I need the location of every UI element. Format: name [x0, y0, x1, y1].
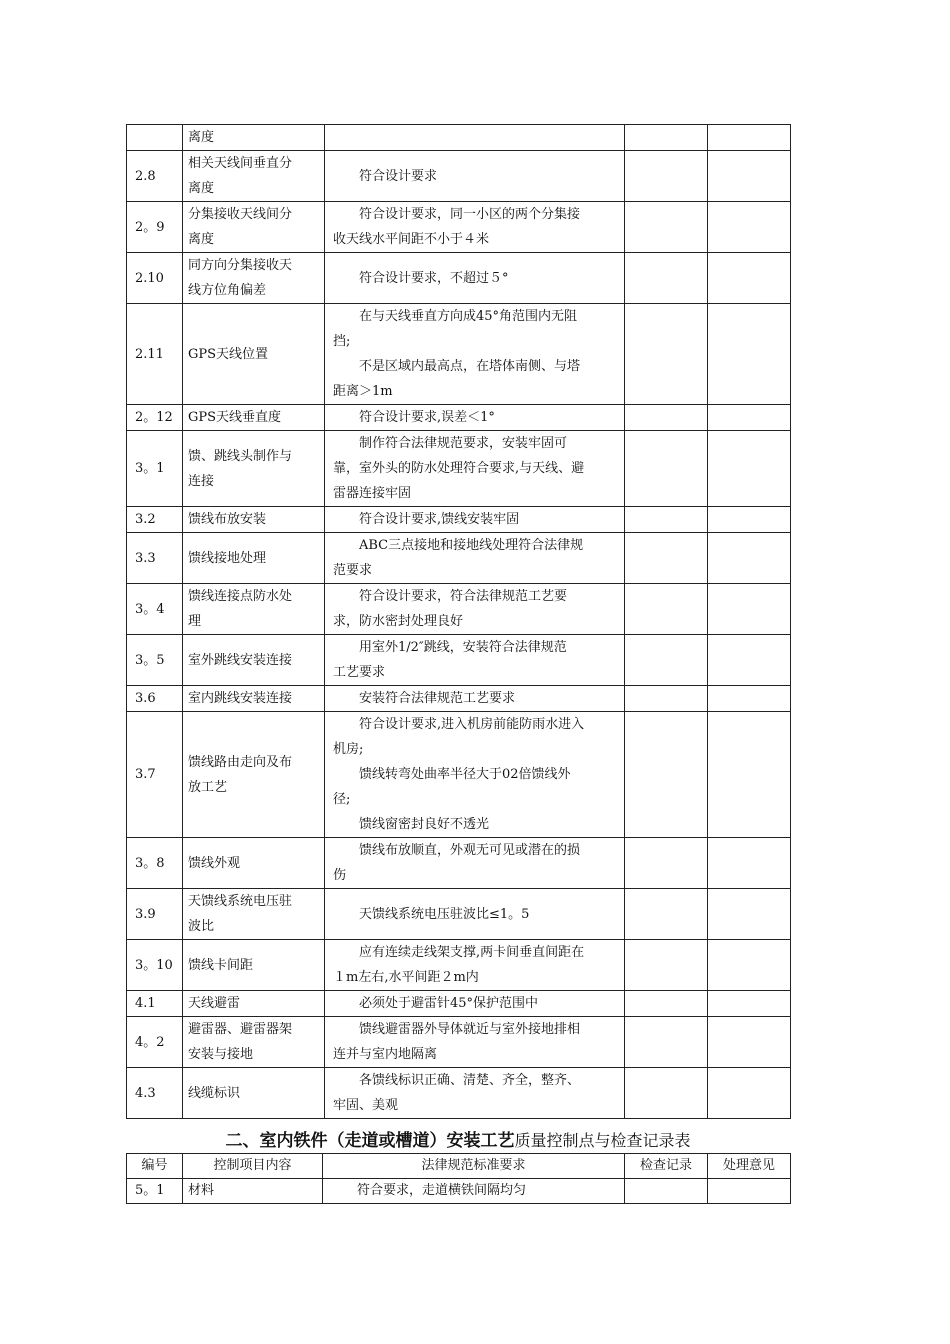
row-item-line: 馈线路由走向及布 — [188, 754, 293, 770]
row-standard — [325, 253, 625, 304]
row-item-line: 馈线卡间距 — [188, 957, 254, 973]
row-item — [183, 253, 325, 304]
table-row — [127, 1068, 791, 1119]
row-item — [183, 940, 325, 991]
row-standard-line: 馈线布放顺直，外观无可见或潜在的损 — [359, 843, 581, 858]
row-check-record — [625, 940, 708, 991]
row-number: 2.11 — [127, 304, 183, 405]
row-standard-line: 符合设计要求,馈线安装牢固 — [359, 512, 520, 527]
table-row — [127, 533, 791, 584]
table-row — [127, 686, 791, 712]
row-item-line: 同方向分集接收天 — [188, 258, 293, 273]
row-item-line: 馈线布放安装 — [188, 512, 267, 527]
row-standard — [325, 151, 625, 202]
row-number: 2。12 — [127, 405, 183, 431]
row-number: 3.3 — [127, 533, 183, 584]
row-item — [183, 202, 325, 253]
row-handling-opinion — [708, 686, 791, 712]
row-item — [183, 431, 325, 507]
table-row — [127, 584, 791, 635]
table-row — [127, 125, 791, 151]
row-standard — [325, 533, 625, 584]
row-check-record — [625, 838, 708, 889]
row-standard-line: 必须处于避雷针45°保护范围中 — [359, 996, 539, 1011]
table-row — [127, 1179, 791, 1204]
row-check-record — [625, 584, 708, 635]
row-standard-line: 求，防水密封处理良好 — [333, 614, 464, 629]
row-standard — [325, 635, 625, 686]
row-standard-line: 符合设计要求,进入机房前能防雨水进入 — [359, 717, 585, 732]
row-item — [183, 635, 325, 686]
row-number: 5。1 — [127, 1179, 183, 1204]
row-handling-opinion — [708, 635, 791, 686]
row-standard-line: 符合设计要求，符合法律规范工艺要 — [359, 589, 568, 604]
row-standard-line: 各馈线标识正确、清楚、齐全，整齐、 — [359, 1073, 581, 1088]
row-standard — [325, 686, 625, 712]
row-item-line: 波比 — [188, 919, 215, 934]
row-standard-line: 用室外1/2″跳线，安装符合法律规范 — [359, 640, 567, 655]
row-standard-line: 机房; — [333, 742, 364, 757]
row-standard-line: 牢固、美观 — [333, 1098, 399, 1113]
row-number: 4。2 — [127, 1017, 183, 1068]
table-row — [127, 253, 791, 304]
row-item-line: 线方位角偏差 — [188, 283, 267, 298]
row-standard — [325, 507, 625, 533]
row-item-line: 馈线外观 — [188, 855, 241, 871]
row-handling-opinion — [708, 533, 791, 584]
row-standard-line: 制作符合法律规范要求，安装牢固可 — [359, 436, 568, 451]
row-check-record — [625, 253, 708, 304]
row-standard-line: 天馈线系统电压驻波比≤1。5 — [359, 906, 530, 922]
row-item — [183, 686, 325, 712]
table-header-row — [127, 1154, 791, 1179]
row-item — [183, 1068, 325, 1119]
row-number: 3。8 — [127, 838, 183, 889]
row-number: 2.10 — [127, 253, 183, 304]
row-number: 3.9 — [127, 889, 183, 940]
row-standard — [325, 584, 625, 635]
row-check-record — [625, 1179, 708, 1204]
row-check-record — [625, 304, 708, 405]
row-handling-opinion — [708, 1068, 791, 1119]
row-check-record — [625, 507, 708, 533]
table-row — [127, 431, 791, 507]
row-item — [183, 991, 325, 1017]
row-item-line: 天线避雷 — [188, 996, 241, 1011]
row-standard — [323, 1179, 625, 1204]
row-check-record — [625, 1068, 708, 1119]
row-handling-opinion — [708, 202, 791, 253]
row-standard — [325, 1068, 625, 1119]
row-item-line: 放工艺 — [188, 779, 228, 795]
table-row — [127, 712, 791, 838]
table-row — [127, 635, 791, 686]
row-standard-line: 在与天线垂直方向成45°角范围内无阻 — [359, 309, 578, 324]
row-standard-line: 伤 — [333, 868, 347, 883]
row-number: 4.1 — [127, 991, 183, 1017]
row-standard — [325, 838, 625, 889]
row-handling-opinion — [708, 431, 791, 507]
row-number: 3.7 — [127, 712, 183, 838]
row-standard — [325, 125, 625, 151]
row-standard-line: 符合设计要求 — [359, 168, 438, 184]
row-standard-line: 工艺要求 — [333, 665, 386, 680]
row-item-line: 相关天线间垂直分 — [188, 156, 293, 171]
row-item — [183, 889, 325, 940]
row-number: 3.6 — [127, 686, 183, 712]
row-standard — [325, 940, 625, 991]
section-title-bold: 二、室内铁件（走道或槽道）安装工艺 — [225, 1131, 515, 1151]
row-item-line: 室外跳线安装连接 — [188, 652, 293, 668]
table-row — [127, 940, 791, 991]
table-row — [127, 202, 791, 253]
row-item — [183, 533, 325, 584]
row-handling-opinion — [708, 838, 791, 889]
row-handling-opinion — [708, 889, 791, 940]
row-item-line: 理 — [188, 614, 202, 629]
table-row — [127, 507, 791, 533]
row-item — [183, 584, 325, 635]
row-item-line: 连接 — [188, 473, 215, 489]
row-item-line: 馈、跳线头制作与 — [188, 448, 293, 464]
row-item — [183, 507, 325, 533]
table-row — [127, 889, 791, 940]
row-item-line: 馈线连接点防水处 — [188, 589, 293, 604]
row-check-record — [625, 431, 708, 507]
row-standard-line: 范要求 — [333, 563, 373, 578]
row-number: 3。4 — [127, 584, 183, 635]
row-standard-line: 收天线水平间距不小于４米 — [333, 232, 490, 247]
row-handling-opinion — [708, 507, 791, 533]
inspection-table-indoor-iron — [126, 1153, 791, 1204]
row-item-line: 离度 — [188, 130, 215, 145]
row-standard-line: 靠，室外头的防水处理符合要求,与天线、避 — [333, 461, 585, 476]
row-standard — [325, 304, 625, 405]
row-standard-line: 符合设计要求，不超过５° — [359, 270, 509, 286]
row-standard-line — [333, 125, 619, 150]
row-item — [183, 125, 325, 151]
table-row — [127, 838, 791, 889]
row-item-line: 离度 — [188, 232, 215, 247]
row-standard — [325, 431, 625, 507]
row-item-line: 避雷器、避雷器架 — [188, 1022, 293, 1037]
row-item-line: 室内跳线安装连接 — [188, 691, 293, 706]
row-handling-opinion — [708, 151, 791, 202]
row-item-line: 安装与接地 — [188, 1047, 254, 1062]
row-item — [183, 304, 325, 405]
row-standard-line: 符合设计要求，同一小区的两个分集接 — [359, 207, 581, 222]
row-check-record — [625, 151, 708, 202]
row-standard-line: 应有连续走线架支撑,两卡间垂直间距在 — [359, 945, 585, 960]
row-item — [183, 838, 325, 889]
row-standard-line: 距离＞1m — [333, 384, 393, 399]
row-number: 2.8 — [127, 151, 183, 202]
row-check-record — [625, 533, 708, 584]
row-standard-line: 馈线转弯处曲率半径大于02倍馈线外 — [359, 767, 571, 782]
row-item — [183, 405, 325, 431]
row-check-record — [625, 712, 708, 838]
section-title — [126, 1130, 790, 1152]
row-number: 2。9 — [127, 202, 183, 253]
row-handling-opinion — [708, 304, 791, 405]
table-row — [127, 991, 791, 1017]
row-standard — [325, 202, 625, 253]
row-standard — [325, 712, 625, 838]
inspection-table-antenna — [126, 124, 791, 1119]
row-handling-opinion — [708, 1017, 791, 1068]
section-title-rest: 质量控制点与检查记录表 — [514, 1131, 691, 1150]
row-item-line: 馈线接地处理 — [188, 550, 267, 566]
row-item-line: 分集接收天线间分 — [188, 207, 293, 222]
row-check-record — [625, 125, 708, 151]
row-handling-opinion — [708, 125, 791, 151]
row-item-line: 线缆标识 — [188, 1085, 241, 1101]
inspection-table-body — [127, 125, 791, 1119]
row-standard-line: 挡; — [333, 334, 351, 349]
row-standard-line: 连并与室内地隔离 — [333, 1047, 438, 1062]
row-standard — [325, 1017, 625, 1068]
row-item: 材料 — [183, 1179, 323, 1204]
row-check-record — [625, 635, 708, 686]
row-standard-line: 安装符合法律规范工艺要求 — [359, 691, 516, 706]
row-number: 3。1 — [127, 431, 183, 507]
header-handling-opinion: 处理意见 — [708, 1154, 791, 1179]
row-standard-line: １m左右,水平间距２m内 — [333, 970, 479, 985]
row-check-record — [625, 202, 708, 253]
header-standard: 法律规范标准要求 — [323, 1154, 625, 1179]
table-row — [127, 304, 791, 405]
row-handling-opinion — [708, 991, 791, 1017]
row-item-line: GPS天线垂直度 — [188, 410, 282, 425]
row-handling-opinion — [708, 1179, 791, 1204]
row-check-record — [625, 1017, 708, 1068]
header-check-record: 检查记录 — [625, 1154, 708, 1179]
table-row — [127, 151, 791, 202]
row-standard-line: 符合要求，走道横铁间隔均匀 — [357, 1183, 527, 1198]
table-row — [127, 1017, 791, 1068]
row-standard-line: 雷器连接牢固 — [333, 486, 412, 501]
row-check-record — [625, 889, 708, 940]
table-row — [127, 405, 791, 431]
header-no: 编号 — [127, 1154, 183, 1179]
row-item — [183, 151, 325, 202]
row-item-line: 离度 — [188, 181, 215, 196]
row-number: 3。10 — [127, 940, 183, 991]
row-standard-line: 馈线窗密封良好不透光 — [359, 817, 490, 832]
row-standard — [325, 991, 625, 1017]
row-number: 4.3 — [127, 1068, 183, 1119]
row-check-record — [625, 405, 708, 431]
row-number — [127, 125, 183, 151]
row-standard — [325, 889, 625, 940]
row-handling-opinion — [708, 405, 791, 431]
row-number: 3。5 — [127, 635, 183, 686]
row-check-record — [625, 686, 708, 712]
row-standard — [325, 405, 625, 431]
row-handling-opinion — [708, 940, 791, 991]
row-handling-opinion — [708, 584, 791, 635]
row-handling-opinion — [708, 253, 791, 304]
row-item-line: 天馈线系统电压驻 — [188, 894, 293, 909]
row-handling-opinion — [708, 712, 791, 838]
row-number: 3.2 — [127, 507, 183, 533]
row-item — [183, 712, 325, 838]
row-item-line: GPS天线位置 — [188, 346, 269, 362]
row-standard-line: 馈线避雷器外导体就近与室外接地排相 — [359, 1022, 581, 1037]
row-standard-line: ABC三点接地和接地线处理符合法律规 — [359, 538, 584, 553]
row-standard-line: 径; — [333, 792, 351, 807]
row-standard-line: 符合设计要求,误差＜1° — [359, 410, 495, 425]
header-item: 控制项目内容 — [183, 1154, 323, 1179]
row-item — [183, 1017, 325, 1068]
row-standard-line: 不是区域内最高点，在塔体南侧、与塔 — [359, 359, 581, 374]
row-check-record — [625, 991, 708, 1017]
